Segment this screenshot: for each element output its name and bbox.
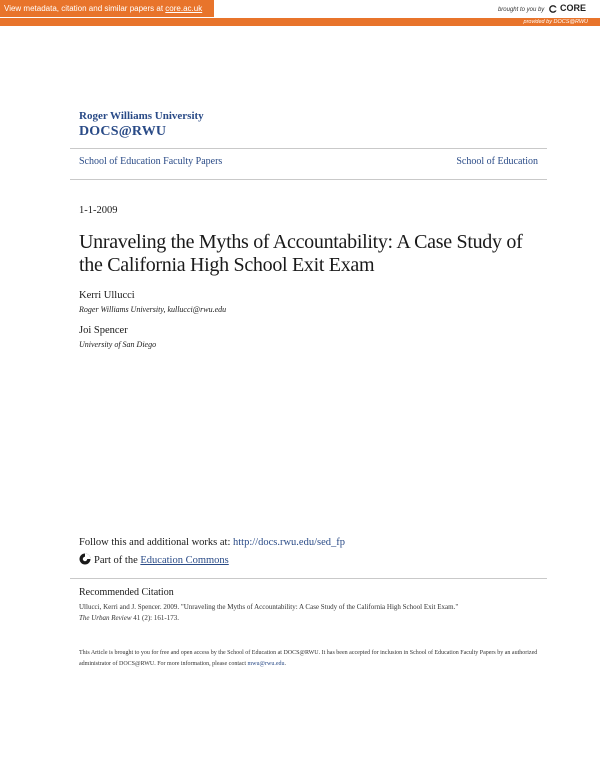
author-name: Kerri Ullucci <box>79 290 135 301</box>
author-name: Joi Spencer <box>79 325 128 336</box>
citation-text <box>79 602 539 624</box>
education-commons-link[interactable]: Education Commons <box>140 555 229 566</box>
core-brought-by <box>498 2 586 16</box>
citation-line: Ullucci, Kerri and J. Spencer. 2009. "Unraveling the Myths of Accountability: A Case Study of the California High School Exit Exam." <box>79 603 459 611</box>
follow-text: Follow this and additional works at: <box>79 537 233 548</box>
author-affiliation: University of San Diego <box>79 340 157 349</box>
nav-faculty-papers[interactable]: School of Education Faculty Papers <box>79 156 223 167</box>
access-notice-end: . <box>284 661 287 667</box>
part-of-line <box>79 553 229 566</box>
divider-citation <box>70 578 547 579</box>
paper-title: Unraveling the Myths of Accountability: A Case Study of the California High School Exit Exam <box>79 231 523 276</box>
university-name: Roger Williams University <box>79 110 204 122</box>
divider-top <box>70 148 547 149</box>
core-link[interactable]: core.ac.uk <box>165 4 203 13</box>
repository-name[interactable]: DOCS@RWU <box>79 124 167 139</box>
divider-bottom <box>70 179 547 180</box>
core-logo-icon <box>548 4 558 14</box>
core-metadata-text: View metadata, citation and similar papers at <box>4 4 166 13</box>
citation-heading: Recommended Citation <box>79 587 174 598</box>
core-provided-strip <box>0 18 600 26</box>
nav-school-of-education[interactable]: School of Education <box>456 156 538 167</box>
part-of-text: Part of the <box>94 555 141 566</box>
contact-email-link[interactable]: mwu@rwu.edu <box>247 661 285 667</box>
provided-by-text: provided by DOCS@RWU <box>523 19 588 25</box>
repository-header <box>79 110 204 140</box>
collection-nav <box>79 156 538 172</box>
access-notice <box>79 648 539 670</box>
citation-details: 41 (2): 161-173. <box>131 614 179 622</box>
core-brand: CORE <box>559 3 586 13</box>
journal-name: The Urban Review <box>79 614 132 622</box>
access-notice-text: This Article is brought to you for free and open access by the School of Education at DOCS@RWU. It has been accepted for inclusion in School of Education Faculty Papers by an authorized administrator of DOCS@RWU. For more information, please contact <box>79 650 538 667</box>
core-banner <box>0 0 600 26</box>
follow-line <box>79 537 345 548</box>
commons-icon <box>79 553 91 565</box>
collection-url-link[interactable]: http://docs.rwu.edu/sed_fp <box>233 537 345 548</box>
brought-to-you-text: brought to you by <box>497 7 545 13</box>
publication-date: 1-1-2009 <box>79 205 118 216</box>
core-metadata-link[interactable] <box>0 0 214 17</box>
author-affiliation: Roger Williams University, kullucci@rwu.edu <box>79 305 227 314</box>
core-top-strip <box>0 0 600 18</box>
